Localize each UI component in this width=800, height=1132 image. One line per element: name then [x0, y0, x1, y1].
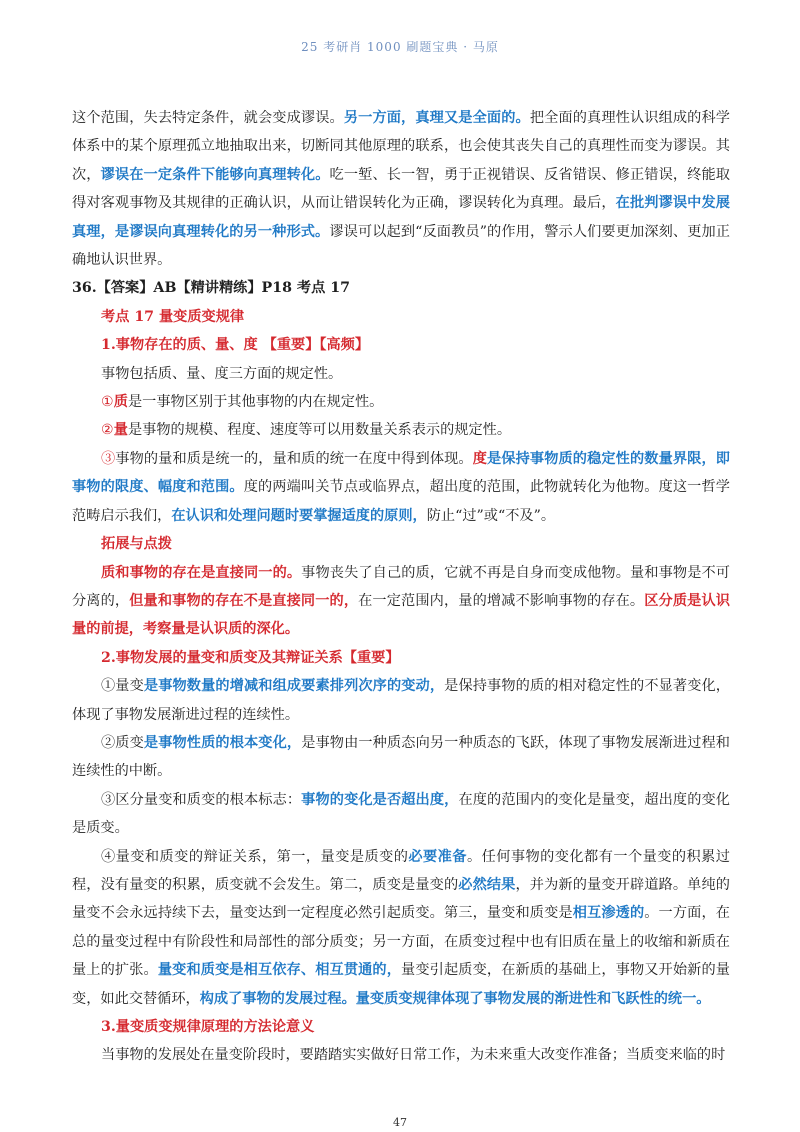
highlight-red: 但量和事物的存在不是直接同一的， [129, 592, 359, 609]
highlight-blue: 量变和质变是相互依存、相互贯通的， [157, 962, 402, 979]
text-span: 度的两端叫关节点或临界点，超出度的范围，此物就转化为他物。度这一哲学范畴启示我们， [72, 479, 730, 524]
highlight-blue: 是事物数量的增减和组成要素排列次序的变动， [143, 678, 445, 695]
paragraph-truth-error [72, 104, 730, 274]
text-span: ①量变 [101, 678, 144, 695]
text-span: 吃一堑、长一智，勇于正视错误、反省错误、修正错误，终能取得对客观事物及其规律的正确认识，从而让错误转化为正确，谬误转化为真理。最后， [72, 166, 730, 212]
page-header: 25 考研肖 1000 刷题宝典 · 马原 [301, 40, 499, 54]
section-1-item-1 [72, 388, 730, 416]
section-1-item-3 [72, 445, 730, 530]
circled-number: ② [101, 422, 114, 439]
text-span: ②质变 [101, 734, 144, 751]
text-span: ④量变和质变的辩证关系，第一，量变是质变的 [101, 848, 409, 865]
text-span: 在度的范围内的变化是量变，超出度的变化是质变。 [72, 791, 730, 837]
term: 度 [472, 450, 488, 467]
text-span: 防止“过”或“不及”。 [426, 507, 556, 524]
section-1-intro: 事物包括质、量、度三方面的规定性。 [101, 365, 343, 382]
text-span: 是事物由一种质态向另一种质态的飞跃，体现了事物发展渐进过程和连续性的中断。 [72, 734, 730, 780]
page-number: 47 [393, 1116, 407, 1129]
section-2-para-2 [72, 729, 730, 786]
text-span: 量变引起质变，在新质的基础上，事物又开始新的量变，如此交替循环， [72, 962, 730, 1007]
term: 量 [113, 422, 128, 439]
document-body [72, 104, 730, 1070]
text-span: ③区分量变和质变的根本标志： [101, 791, 302, 808]
text-span: 谬误可以起到“反面教员”的作用，警示人们要更加深刻、更加正确地认识世界。 [72, 223, 730, 269]
extension-paragraph [72, 559, 730, 644]
section-2-para-1 [72, 672, 730, 729]
text-span: ，并为新的量变开辟道路。单纯的量变不会永远持续下去，量变达到一定程度必然引起质变。第三，量变和质变是 [72, 876, 730, 922]
answer-heading-36: 36.【答案】AB【精讲精练】P18 考点 17 [72, 280, 350, 297]
highlight-blue: 在批判谬误中发展真理，是谬误向真理转化的另一种形式。 [72, 195, 730, 240]
highlight-blue: 是保持事物质的稳定性的数量界限，即事物的限度、幅度和范围。 [72, 450, 730, 496]
section-2-title: 2.事物发展的量变和质变及其辩证关系【重要】 [101, 649, 400, 666]
text-span: 把全面的真理性认识组成的科学体系中的某个原理孤立地抽取出来，切断同其他原理的联系，也会使其丧失自己的真理性而变为谬误。其次， [72, 110, 730, 183]
highlight-red: 区分质是认识量的前提，考察量是认识质的深化。 [72, 592, 730, 638]
text-span: 这个范围，失去特定条件，就会变成谬误。 [72, 110, 344, 126]
text-span: 是保持事物的质的相对稳定性的不显著变化，体现了事物发展渐进过程的连续性。 [72, 678, 730, 723]
circled-number: ③ [101, 450, 116, 467]
highlight-blue: 在认识和处理问题时要掌握适度的原则， [171, 507, 427, 524]
section-2-para-4 [72, 843, 730, 1013]
highlight-blue: 事物的变化是否超出度， [301, 791, 459, 808]
section-3-para-1: 当事物的发展处在量变阶段时，要踏踏实实做好日常工作，为未来重大改变作准备；当质变来临的时 [101, 1047, 726, 1064]
highlight-blue: 另一方面，真理又是全面的。 [343, 110, 530, 126]
circled-number: ① [101, 394, 114, 411]
section-1-title: 1.事物存在的质、量、度 【重要】【高频】 [101, 337, 370, 354]
text-span: 。一方面，在总的量变过程中有阶段性和局部性的部分质变；另一方面，在质变过程中也有旧质在量上的收缩和新质在量上的扩张。 [72, 905, 730, 979]
kaodian-title: 考点 17 量变质变规律 [101, 308, 245, 325]
section-1-item-2 [72, 416, 730, 444]
section-3-title: 3.量变质变规律原理的方法论意义 [101, 1019, 315, 1035]
text-span: 。任何事物的变化都有一个量变的积累过程，没有量变的积累，质变就不会发生。第二，质变是量变的 [72, 848, 730, 893]
text-span: 是事物的规模、程度、速度等可以用数量关系表示的规定性。 [127, 422, 512, 439]
section-2-para-3 [72, 786, 730, 843]
term: 质 [113, 394, 128, 411]
highlight-blue: 必然结果 [458, 876, 516, 893]
highlight-blue: 是事物性质的根本变化， [143, 734, 302, 751]
highlight-red: 质和事物的存在是直接同一的。 [101, 564, 302, 581]
text-span: 事物的量和质是统一的，量和质的统一在度中得到体现。 [115, 450, 473, 467]
text-span: 是一事物区别于其他事物的内在规定性。 [127, 394, 384, 411]
text-span: 事物丧失了自己的质，它就不再是自身而变成他物。量和事物是不可分离的， [72, 564, 730, 609]
extension-title: 拓展与点拨 [101, 536, 172, 553]
highlight-blue: 相互渗透的 [572, 905, 645, 922]
highlight-blue: 谬误在一定条件下能够向真理转化。 [100, 166, 330, 183]
highlight-blue: 构成了事物的发展过程。量变质变规律体现了事物发展的渐进性和飞跃性的统一。 [199, 990, 711, 1007]
text-span: 在一定范围内，量的增减不影响事物的存在。 [358, 592, 645, 609]
highlight-blue: 必要准备 [408, 848, 467, 865]
